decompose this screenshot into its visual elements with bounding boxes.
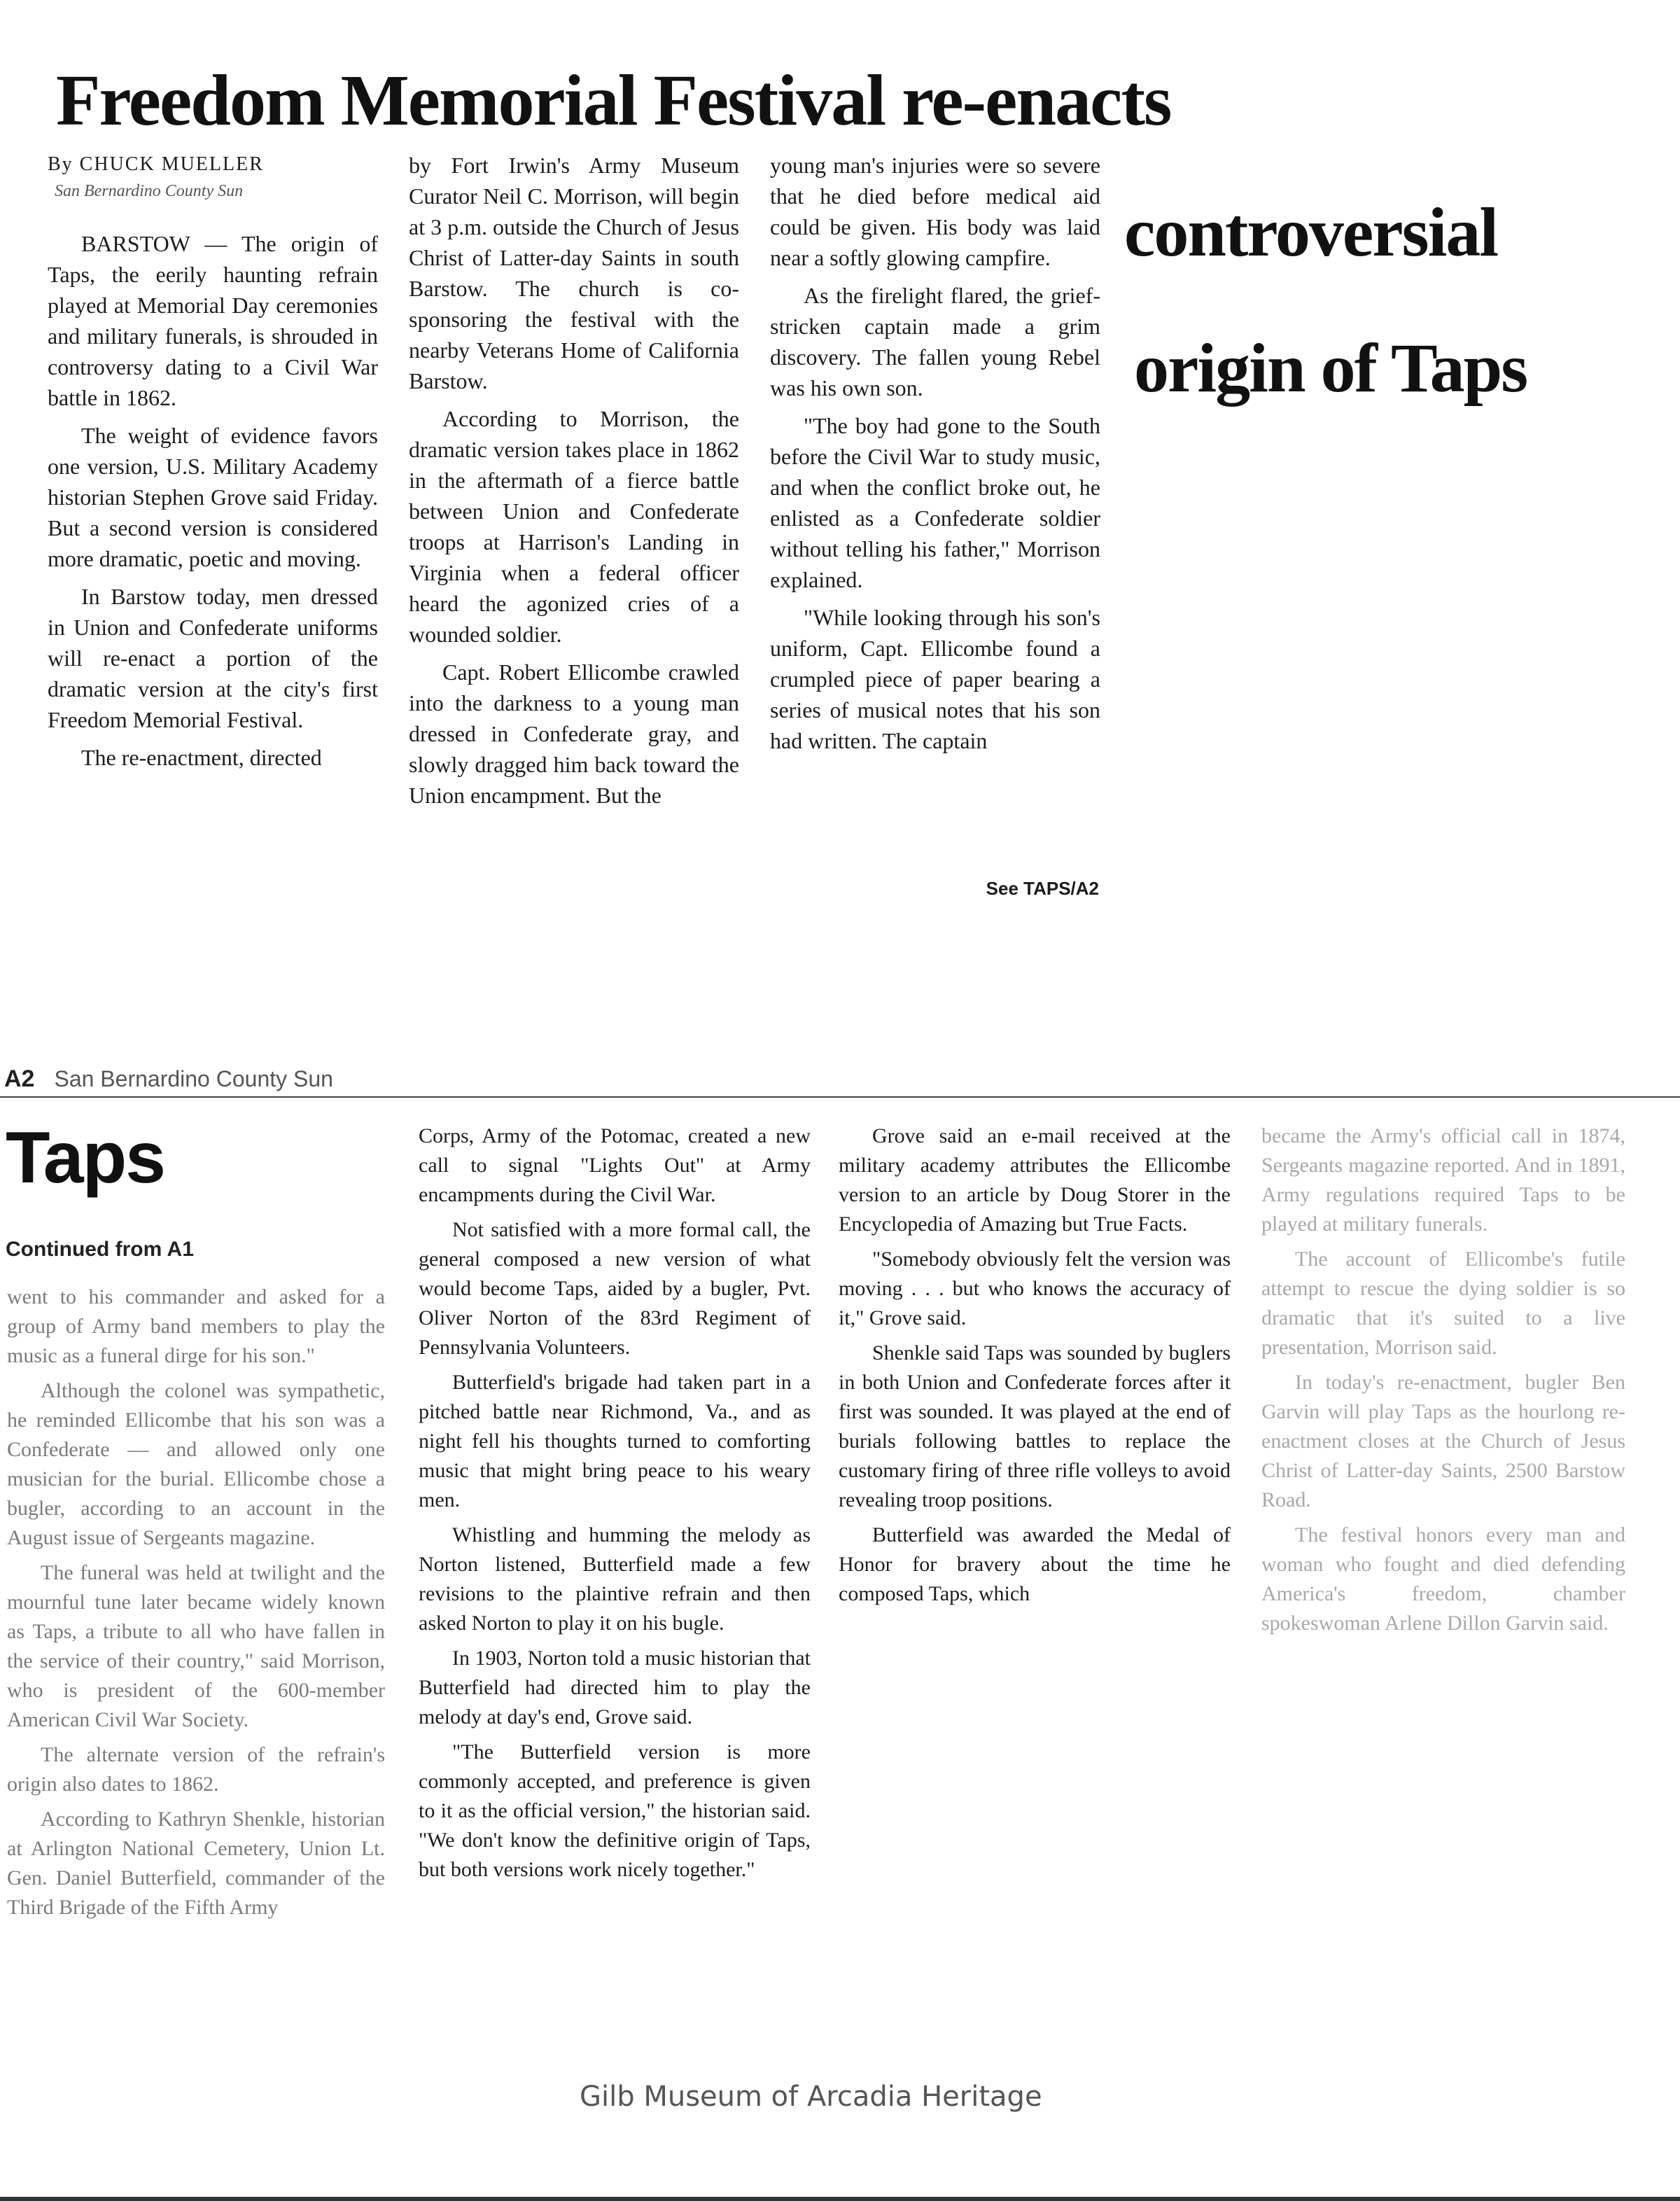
paragraph: Shenkle said Taps was sounded by buglers in both Union and Confederate forces after it first was sounded. It was played at the end of burials following battles to replace the customary firing of three rifle volleys to avoid revealing troop positions.	[839, 1341, 1231, 1511]
paragraph: Grove said an e-mail received at the military academy attributes the Ellicombe version to an article by Doug Storer in the Encyclopedia of Amazing but True Facts.	[839, 1124, 1231, 1236]
paragraph: As the firelight flared, the grief-stricken captain made a grim discovery. The fallen young Rebel was his own son.	[770, 283, 1100, 400]
continuation-column-2	[419, 1122, 811, 1890]
continuation-column-1	[7, 1283, 385, 1928]
paragraph: "The boy had gone to the South before the Civil War to study music, and when the conflict broke out, he enlisted as a Confederate soldier without telling his father," Morrison explained.	[770, 413, 1100, 592]
paragraph: Although the colonel was sympathetic, he reminded Ellicombe that his son was a Confederate — and allowed only one musician for the burial. Ellicombe chose a bugler, according to an account in the August issue of Sergeants magazine.	[7, 1379, 385, 1549]
article-column-1	[48, 228, 378, 780]
paragraph: "While looking through his son's uniform, Capt. Ellicombe found a crumpled piece of paper bearing a series of musical notes that his son had written. The captain	[770, 605, 1100, 753]
divider	[0, 1096, 1680, 1098]
page-number: A2	[4, 1065, 35, 1092]
paragraph: In Barstow today, men dressed in Union and Confederate uniforms will re-enact a portion of the dramatic version at the city's first Freedom Memorial Festival.	[48, 584, 378, 732]
paragraph: "Somebody obviously felt the version was moving . . . but who knows the accuracy of it," Grove said.	[839, 1248, 1231, 1329]
headline: Freedom Memorial Festival re-enacts	[56, 60, 1171, 141]
paragraph: BARSTOW — The origin of Taps, the eerily haunting refrain played at Memorial Day ceremonies and military funerals, is shrouded in controversy dating to a Civil War battle in 1862.	[48, 231, 378, 410]
continuation-column-4	[1261, 1122, 1625, 1644]
paragraph: became the Army's official call in 1874, Sergeants magazine reported. And in 1891, Army regulations required Taps to be played at military funerals.	[1261, 1124, 1625, 1236]
continued-from: Continued from A1	[6, 1238, 194, 1261]
paper-name: San Bernardino County Sun	[54, 1066, 333, 1091]
article-column-2	[409, 150, 739, 818]
paragraph: The festival honors every man and woman who fought and died defending America's freedom, chamber spokeswoman Arlene Dillon Garvin said.	[1261, 1523, 1625, 1635]
paragraph: According to Morrison, the dramatic version takes place in 1862 in the aftermath of a fierce battle between Union and Confederate troops at Harrison's Landing in Virginia when a federal officer heard the agonized cries of a wounded soldier.	[409, 406, 739, 647]
paragraph: According to Kathryn Shenkle, historian at Arlington National Cemetery, Union Lt. Gen. Daniel Butterfield, commander of the Third Brigade of the Fifth Army	[7, 1808, 385, 1919]
continuation-column-3	[839, 1122, 1231, 1614]
paragraph: In 1903, Norton told a music historian that Butterfield had directed him to play the melody at day's end, Grove said.	[419, 1647, 811, 1728]
paragraph: The weight of evidence favors one version, U.S. Military Academy historian Stephen Grove said Friday. But a second version is considered more dramatic, poetic and moving.	[48, 423, 378, 571]
continuation-headline: Taps	[6, 1117, 165, 1199]
paragraph: Corps, Army of the Potomac, created a new call to signal "Lights Out" at Army encampments during the Civil War.	[419, 1124, 811, 1206]
paragraph: The alternate version of the refrain's origin also dates to 1862.	[7, 1743, 385, 1796]
article-column-3	[770, 150, 1100, 763]
deck-line-1: controversial	[1124, 193, 1498, 271]
paragraph: Not satisfied with a more formal call, the general composed a new version of what would become Taps, aided by a bugler, Pvt. Oliver Norton of the 83rd Regiment of Pennsylvania Volunteers.	[419, 1218, 811, 1359]
paragraph: In today's re-enactment, bugler Ben Garvin will play Taps as the hourlong re-enactment closes at the Church of Jesus Christ of Latter-day Saints, 2500 Barstow Road.	[1261, 1371, 1625, 1511]
paragraph: Whistling and humming the melody as Norton listened, Butterfield made a few revisions to the plaintive refrain and then asked Norton to play it on his bugle.	[419, 1523, 811, 1635]
byline-source: San Bernardino County Sun	[55, 182, 244, 200]
jump-reference: See TAPS/A2	[986, 878, 1099, 899]
paragraph: Capt. Robert Ellicombe crawled into the darkness to a young man dressed in Confederate gray, and slowly dragged him back toward the Union encampment. But the	[409, 659, 739, 808]
paragraph: "The Butterfield version is more commonly accepted, and preference is given to it as the official version," the historian said. "We don't know the definitive origin of Taps, but both versions work nicely together."	[419, 1740, 811, 1881]
deck-line-2: origin of Taps	[1134, 329, 1527, 407]
paragraph: The re-enactment, directed	[81, 745, 322, 770]
paragraph: Butterfield's brigade had taken part in a pitched battle near Richmond, Va., and as night fell his thoughts turned to comforting music that might bring peace to his weary men.	[419, 1371, 811, 1511]
paragraph: The funeral was held at twilight and the mournful tune later became widely known as Taps, a tribute to all who have fallen in the service of their country," said Morrison, who is president of the 600-member American Civil War Society.	[7, 1561, 385, 1731]
paragraph: by Fort Irwin's Army Museum Curator Neil C. Morrison, will begin at 3 p.m. outside the Church of Jesus Christ of Latter-day Saints in south Barstow. The church is co-sponsoring the festival with the nearby Veterans Home of California Barstow.	[409, 153, 739, 393]
paragraph: went to his commander and asked for a group of Army band members to play the music as a funeral dirge for his son."	[7, 1285, 385, 1367]
paragraph: The account of Ellicombe's futile attempt to rescue the dying soldier is so dramatic that it's suited to a live presentation, Morrison said.	[1261, 1248, 1625, 1359]
bottom-border	[0, 2197, 1680, 2201]
watermark: Gilb Museum of Arcadia Heritage	[580, 2081, 1042, 2113]
page-header	[4, 1065, 333, 1093]
byline: By CHUCK MUELLER	[48, 153, 264, 175]
paragraph: Butterfield was awarded the Medal of Honor for bravery about the time he composed Taps, which	[839, 1523, 1231, 1605]
paragraph: young man's injuries were so severe that he died before medical aid could be given. His body was laid near a softly glowing campfire.	[770, 153, 1100, 270]
